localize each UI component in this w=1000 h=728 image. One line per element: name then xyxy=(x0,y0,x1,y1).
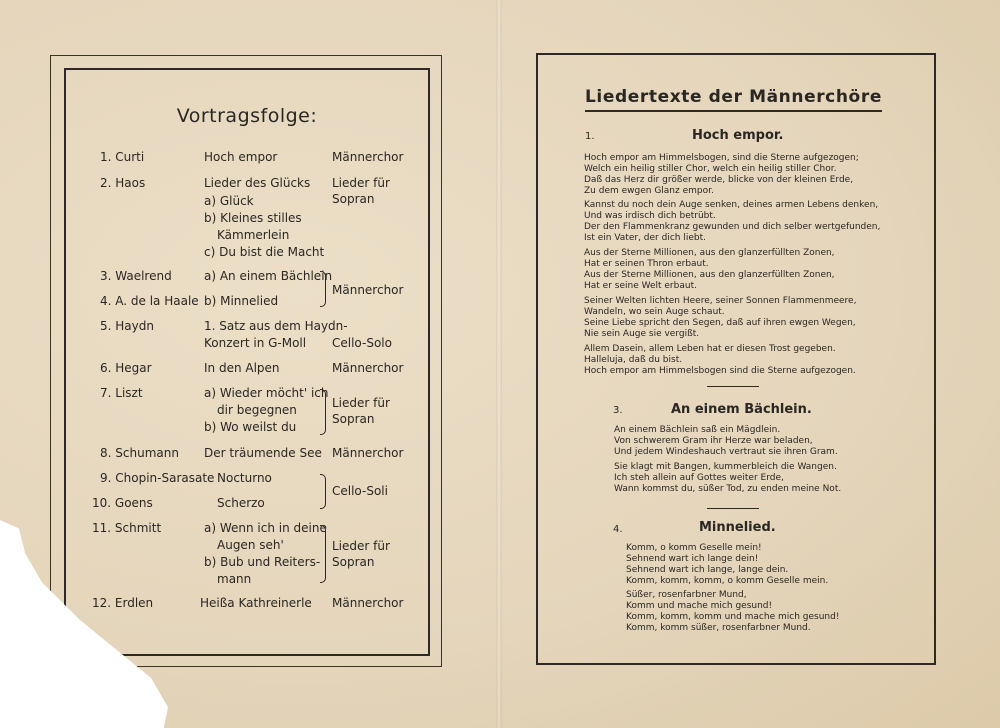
program-performer: Sopran xyxy=(332,412,375,426)
center-fold xyxy=(496,0,502,728)
program-piece: c) Du bist die Macht xyxy=(204,245,325,259)
program-piece: Nocturno xyxy=(217,471,272,485)
program-no: 6. Hegar xyxy=(100,361,152,375)
program-piece: Scherzo xyxy=(217,496,265,510)
program-no: 2. Haos xyxy=(100,176,146,190)
brace xyxy=(320,389,326,435)
program-performer: Männerchor xyxy=(332,361,404,375)
program-piece: a) An einem Bächlein xyxy=(204,269,333,283)
song-title: An einem Bächlein. xyxy=(671,402,812,417)
program-piece: mann xyxy=(217,572,252,586)
program-piece: b) Wo weilst du xyxy=(204,420,297,434)
program-no: 11. Schmitt xyxy=(92,521,162,535)
song-title: Hoch empor. xyxy=(692,128,784,143)
program-piece: Konzert in G-Moll xyxy=(204,336,307,350)
divider xyxy=(707,508,759,509)
song-stanza: Komm, o komm Geselle mein! Sehnend wart ich lange dein! Sehnend wart ich lange, lange dein. Komm, komm, komm, o komm Geselle mein. xyxy=(626,543,829,586)
song-stanza: Süßer, rosenfarbner Mund, Komm und mache mich gesund! Komm, komm, komm und mache mich gesund! Komm, komm süßer, rosenfarbner Mund. xyxy=(626,590,840,633)
song-stanza: Aus der Sterne Millionen, aus den glanzerfüllten Zonen, Hat er seinen Thron erbaut. Aus der Sterne Millionen, aus den glanzerfüllten Zonen, Hat er seine Welt erbaut. xyxy=(584,248,835,291)
program-performer: Lieder für xyxy=(332,396,390,410)
program-performer: Sopran xyxy=(332,555,375,569)
program-no: 5. Haydn xyxy=(100,319,154,333)
program-performer: Männerchor xyxy=(332,596,404,610)
program-performer: Lieder für xyxy=(332,176,390,190)
program-piece: b) Kleines stilles xyxy=(204,211,302,225)
program-no: 8. Schumann xyxy=(100,446,179,460)
program-piece: In den Alpen xyxy=(204,361,280,375)
program-piece: Lieder des Glücks xyxy=(204,176,311,190)
song-stanza: An einem Bächlein saß ein Mägdlein. Von schwerem Gram ihr Herze war beladen, Und jedem Windeshauch vertraut sie ihren Gram. xyxy=(614,425,838,457)
program-performer: Cello-Soli xyxy=(332,484,388,498)
program-piece: a) Wieder möcht' ich xyxy=(204,386,329,400)
brace xyxy=(320,474,326,509)
song-number: 4. xyxy=(613,524,623,535)
song-stanza: Kannst du noch dein Auge senken, deines armen Lebens denken, Und was irdisch dich betrübt. Der den Flammenkranz gewunden und dich selber wertgefunden, Ist ein Vater, der dich liebt. xyxy=(584,200,881,243)
program-piece: dir begegnen xyxy=(217,403,297,417)
program-performer: Sopran xyxy=(332,192,375,206)
program-performer: Lieder für xyxy=(332,539,390,553)
song-number: 3. xyxy=(613,405,623,416)
brace xyxy=(320,525,326,583)
program-piece: Hoch empor xyxy=(204,150,278,164)
song-stanza: Allem Dasein, allem Leben hat er diesen Trost gegeben. Halleluja, daß du bist. Hoch empor am Himmelsbogen sind die Sterne aufgezogen. xyxy=(584,344,856,376)
program-no: 9. Chopin-Sarasate xyxy=(100,471,215,485)
program-piece: 1. Satz aus dem Haydn- xyxy=(204,319,348,333)
divider xyxy=(707,386,759,387)
brace xyxy=(320,271,326,307)
program-title: Vortragsfolge: xyxy=(176,105,318,127)
program-piece: b) Minnelied xyxy=(204,294,279,308)
program-performer: Cello-Solo xyxy=(332,336,392,350)
program-no: 7. Liszt xyxy=(100,386,143,400)
song-stanza: Hoch empor am Himmelsbogen, sind die Sterne aufgezogen; Welch ein heilig stiller Chor, welch ein heilig stiller Chor. Daß das Herz dir größer werde, blicke von der kleinen Erde, Zu dem ewgen Glanz empor. xyxy=(584,153,859,196)
program-performer: Männerchor xyxy=(332,150,404,164)
program-no: 10. Goens xyxy=(92,496,153,510)
song-stanza: Seiner Welten lichten Heere, seiner Sonnen Flammenmeere, Wandeln, wo sein Auge schaut. Seine Liebe spricht den Segen, daß auf ihren ewgen Wegen, Nie sein Auge sie vergißt. xyxy=(584,296,857,339)
program-no: 1. Curti xyxy=(100,150,145,164)
program-performer: Männerchor xyxy=(332,283,404,297)
program-piece: a) Glück xyxy=(204,194,254,208)
lyrics-title: Liedertexte der Männerchöre xyxy=(585,87,882,112)
song-stanza: Sie klagt mit Bangen, kummerbleich die Wangen. Ich steh allein auf Gottes weiter Erde, Wann kommst du, süßer Tod, zu enden meine Not. xyxy=(614,462,842,494)
program-piece: Heißa Kathreinerle xyxy=(200,596,312,610)
program-piece: a) Wenn ich in deine xyxy=(204,521,327,535)
program-piece: Der träumende See xyxy=(204,446,322,460)
program-piece: b) Bub und Reiters- xyxy=(204,555,321,569)
song-number: 1. xyxy=(585,131,595,142)
program-no: 12. Erdlen xyxy=(92,596,154,610)
program-performer: Männerchor xyxy=(332,446,404,460)
program-no: 4. A. de la Haale xyxy=(100,294,199,308)
program-piece: Kämmerlein xyxy=(217,228,290,242)
song-title: Minnelied. xyxy=(699,520,776,535)
program-no: 3. Waelrend xyxy=(100,269,172,283)
program-piece: Augen seh' xyxy=(217,538,284,552)
